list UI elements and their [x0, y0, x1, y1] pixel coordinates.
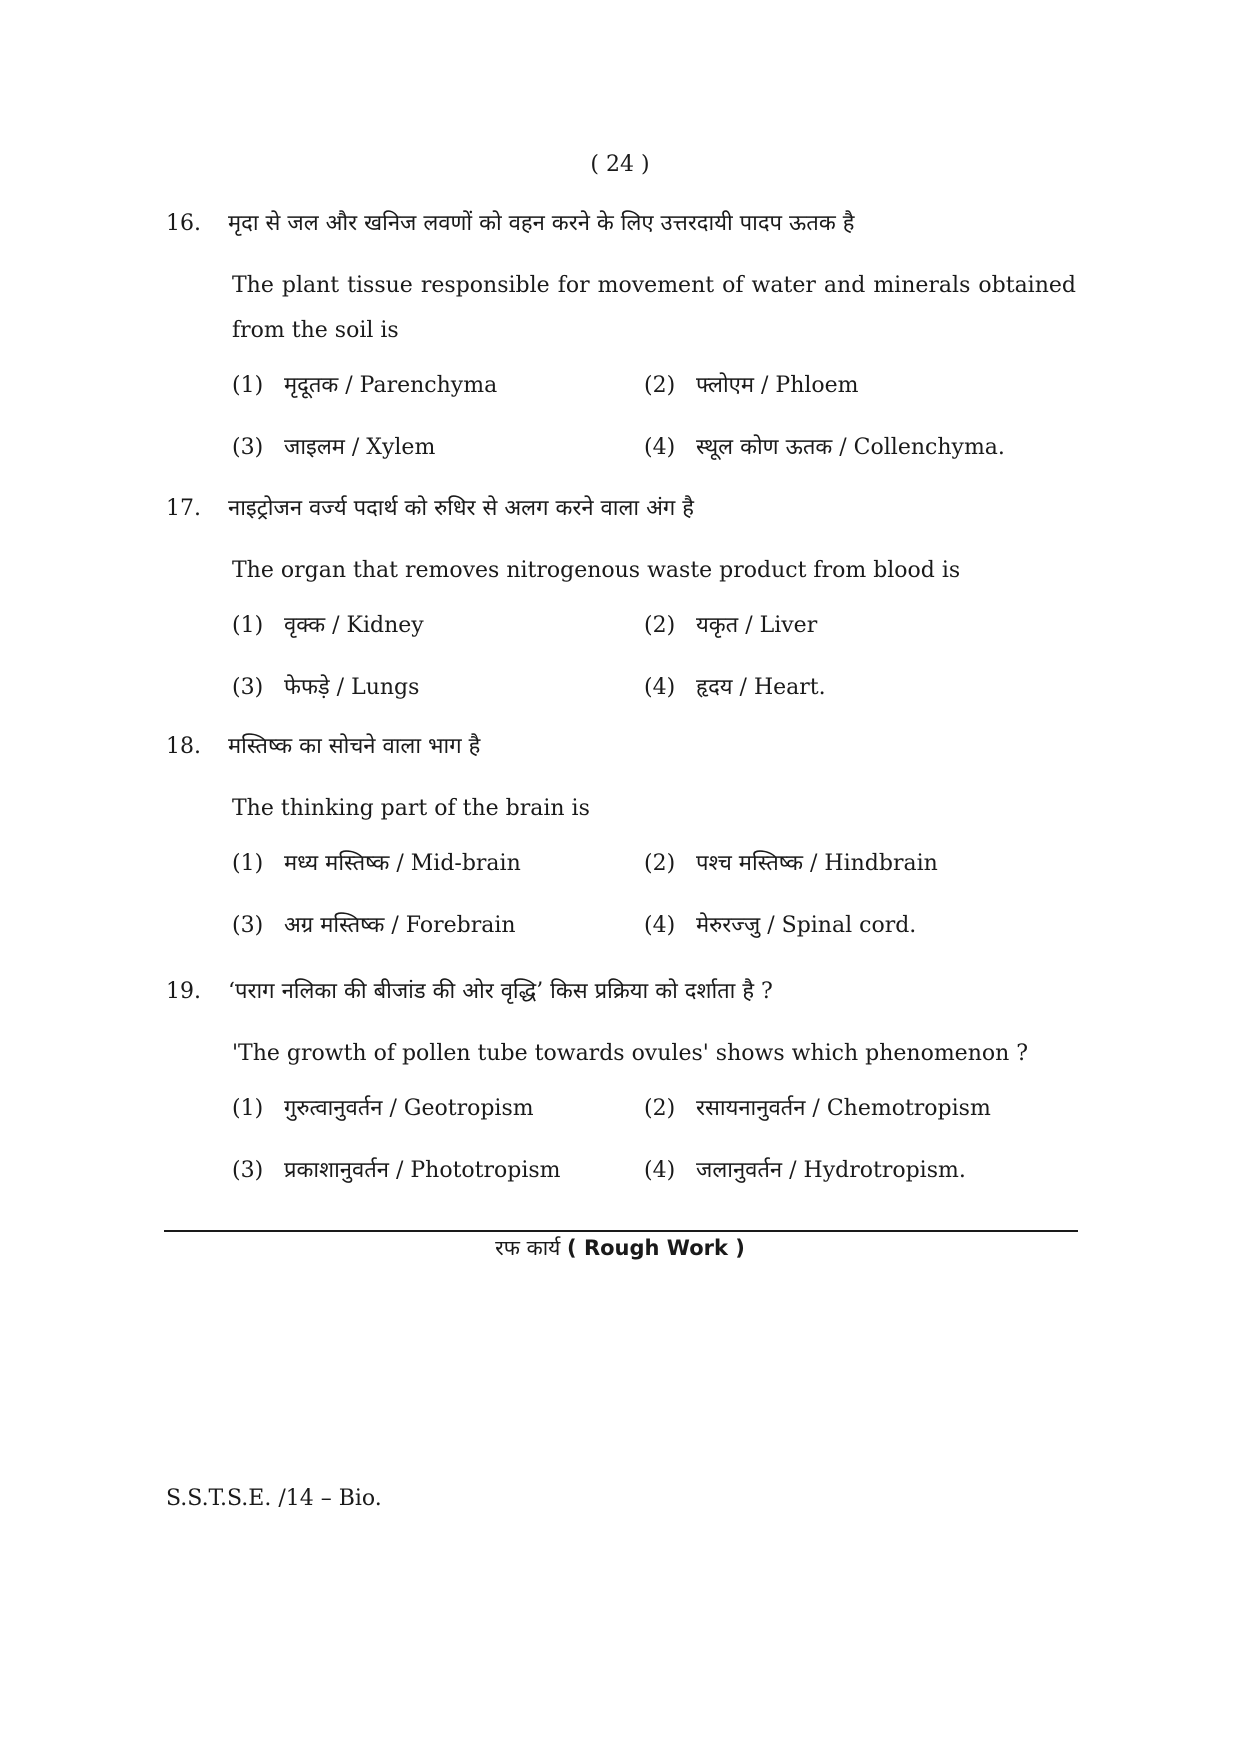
question-text-hindi: मस्तिष्क का सोचने वाला भाग है: [228, 734, 481, 759]
question-number: 17.: [166, 496, 201, 521]
options-list: [232, 847, 1076, 971]
options-list: [232, 609, 1076, 733]
question-text-english: The organ that removes nitrogenous waste product from blood is: [232, 558, 961, 583]
option-3[interactable]: (3) प्रकाशानुवर्तन / Phototropism: [232, 1158, 561, 1183]
question-text-hindi: नाइट्रोजन वर्ज्य पदार्थ को रुधिर से अलग करने वाला अंग है: [228, 496, 694, 521]
option-1[interactable]: (1) मध्य मस्तिष्क / Mid-brain: [232, 851, 521, 876]
option-1[interactable]: (1) गुरुत्वानुवर्तन / Geotropism: [232, 1096, 534, 1121]
footer-code: S.S.T.S.E. /14 – Bio.: [166, 1486, 382, 1511]
question-text-hindi: मृदा से जल और खनिज लवणों को वहन करने के लिए उत्तरदायी पादप ऊतक है: [228, 211, 855, 236]
question-16: [166, 207, 1076, 493]
option-1[interactable]: (1) मृदूतक / Parenchyma: [232, 373, 498, 398]
option-3[interactable]: (3) अग्र मस्तिष्क / Forebrain: [232, 913, 516, 938]
option-4[interactable]: (4) मेरुरज्जु / Spinal cord.: [644, 913, 917, 938]
option-2[interactable]: (2) फ्लोएम / Phloem: [644, 373, 859, 398]
section-divider: [164, 1230, 1078, 1232]
question-text-english: 'The growth of pollen tube towards ovules' shows which phenomenon ?: [232, 1041, 1029, 1066]
option-2[interactable]: (2) पश्च मस्तिष्क / Hindbrain: [644, 851, 938, 876]
question-17: [166, 492, 1076, 733]
option-4[interactable]: (4) हृदय / Heart.: [644, 675, 826, 700]
question-number: 19.: [166, 979, 201, 1004]
option-1[interactable]: (1) वृक्क / Kidney: [232, 613, 424, 638]
page-number: ( 24 ): [590, 152, 650, 177]
question-text-hindi: ‘पराग नलिका की बीजांड की ओर वृद्धि’ किस प्रक्रिया को दर्शाता है ?: [228, 979, 773, 1004]
question-number: 18.: [166, 734, 201, 759]
option-3[interactable]: (3) जाइलम / Xylem: [232, 435, 436, 460]
rough-work-heading: [0, 1234, 1240, 1262]
rough-work-hindi: रफ कार्य: [495, 1236, 561, 1260]
rough-work-english: ( Rough Work ): [567, 1236, 745, 1260]
option-2[interactable]: (2) यकृत / Liver: [644, 613, 818, 638]
question-18: [166, 730, 1076, 971]
option-3[interactable]: (3) फेफड़े / Lungs: [232, 675, 420, 700]
options-list: [232, 369, 1076, 493]
option-4[interactable]: (4) जलानुवर्तन / Hydrotropism.: [644, 1158, 966, 1183]
question-number: 16.: [166, 211, 201, 236]
question-19: [166, 975, 1076, 1216]
option-4[interactable]: (4) स्थूल कोण ऊतक / Collenchyma.: [644, 435, 1005, 460]
question-text-english: The plant tissue responsible for movement of water and minerals obtained from the soil is: [232, 273, 1076, 343]
question-text-english: The thinking part of the brain is: [232, 796, 590, 821]
option-2[interactable]: (2) रसायनानुवर्तन / Chemotropism: [644, 1096, 991, 1121]
options-list: [232, 1092, 1076, 1216]
